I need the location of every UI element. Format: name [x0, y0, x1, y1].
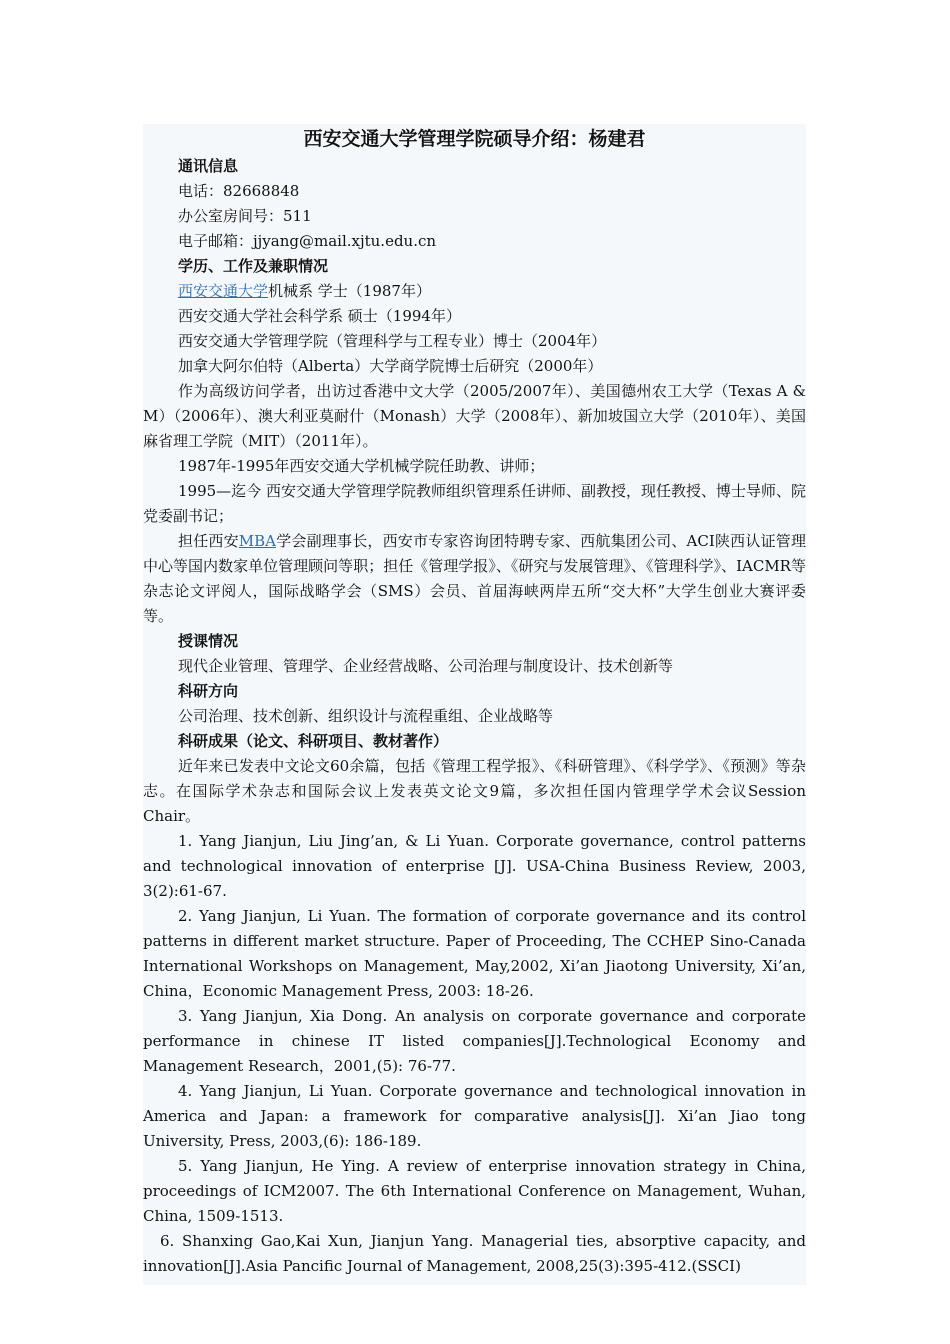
achievements-intro: 近年来已发表中文论文60余篇，包括《管理工程学报》、《科研管理》、《科学学》、《预测》等杂志。在国际学术杂志和国际会议上发表英文论文9篇，多次担任国内管理学学术会议Session Chair。	[143, 757, 806, 825]
work-history-2: 1995—迄今 西安交通大学管理学院教师组织管理系任讲师、副教授，现任教授、博士导师、院党委副书记；	[143, 482, 806, 525]
phone-line: 电话：82668848	[178, 182, 300, 200]
education-line-3: 西安交通大学管理学院（管理科学与工程专业）博士（2004年）	[178, 332, 607, 350]
education-line-2: 西安交通大学社会科学系 硕士（1994年）	[178, 307, 461, 325]
paper-item: 2. Yang Jianjun, Li Yuan. The formation of corporate governance and its control patterns in different market structure. Paper of Proceeding, The CCHEP Sino-Canada International Workshops on Management, May,2002, Xi’an Jiaotong University, Xi’an, China，Economic Management Press, 2003: 18-26.	[143, 907, 806, 1000]
paper-item: 5. Yang Jianjun, He Ying. A review of enterprise innovation strategy in China, proceedings of ICM2007. The 6th International Conference on Management, Wuhan, China, 1509-1513.	[143, 1157, 806, 1225]
xjtu-link[interactable]: 西安交通大学	[178, 282, 269, 300]
research-heading: 科研方向	[178, 682, 239, 700]
education-line-1-text: 机械系 学士（1987年）	[268, 282, 431, 300]
email-line: 电子邮箱：jjyang@mail.xjtu.edu.cn	[178, 232, 437, 250]
research-text: 公司治理、技术创新、组织设计与流程重组、企业战略等	[178, 707, 554, 725]
teaching-text: 现代企业管理、管理学、企业经营战略、公司治理与制度设计、技术创新等	[178, 657, 674, 675]
visiting-scholar-paragraph: 作为高级访问学者，出访过香港中文大学（2005/2007年）、美国德州农工大学（Texas A & M）（2006年）、澳大利亚莫耐什（Monash）大学（2008年）、新加坡国立大学（2010年）、美国麻省理工学院（MIT）（2011年）。	[143, 382, 806, 450]
education-line-1	[143, 279, 806, 304]
teaching-heading: 授课情况	[178, 632, 239, 650]
contact-heading: 通讯信息	[178, 157, 239, 175]
document-page	[143, 124, 806, 1285]
education-line-4: 加拿大阿尔伯特（Alberta）大学商学院博士后研究（2000年）	[178, 357, 603, 375]
part-time-positions	[143, 529, 806, 629]
paper-item: 4. Yang Jianjun, Li Yuan. Corporate governance and technological innovation in America and Japan: a framework for comparative analysis[J]. Xi’an Jiao tong University, Press, 2003,(6): 186-189.	[143, 1082, 806, 1150]
work-history-1: 1987年-1995年西安交通大学机械学院任助教、讲师；	[178, 457, 545, 475]
office-line: 办公室房间号：511	[178, 207, 312, 225]
part-time-rest: 学会副理事长，西安市专家咨询团特聘专家、西航集团公司、ACI陕西认证管理中心等国内数家单位管理顾问等职；担任《管理学报》、《研究与发展管理》、《管理科学》、IACMR等杂志论文评阅人，国际战略学会（SMS）会员、首届海峡两岸五所“交大杯”大学生创业大赛评委等。	[143, 532, 806, 625]
page-title: 西安交通大学管理学院硕导介绍：杨建君	[303, 128, 646, 150]
paper-item: 1. Yang Jianjun, Liu Jing’an, & Li Yuan. Corporate governance, control patterns and technological innovation of enterprise [J]. USA-China Business Review, 2003, 3(2):61-67.	[143, 832, 806, 900]
achievements-heading: 科研成果（论文、科研项目、教材著作）	[178, 732, 449, 750]
paper-item: 3. Yang Jianjun, Xia Dong. An analysis on corporate governance and corporate performance in chinese IT listed companies[J].Technological Economy and Management Research，2001,(5): 76-77.	[143, 1007, 806, 1075]
mba-link[interactable]: MBA	[238, 532, 277, 550]
paper-item: 6. Shanxing Gao,Kai Xun, Jianjun Yang. Managerial ties, absorptive capacity, and innovation[J].Asia Pancific Journal of Management, 2008,25(3):395-412.(SSCI)	[143, 1232, 806, 1275]
education-heading: 学历、工作及兼职情况	[178, 257, 329, 275]
part-time-prefix: 担任西安	[178, 532, 239, 550]
